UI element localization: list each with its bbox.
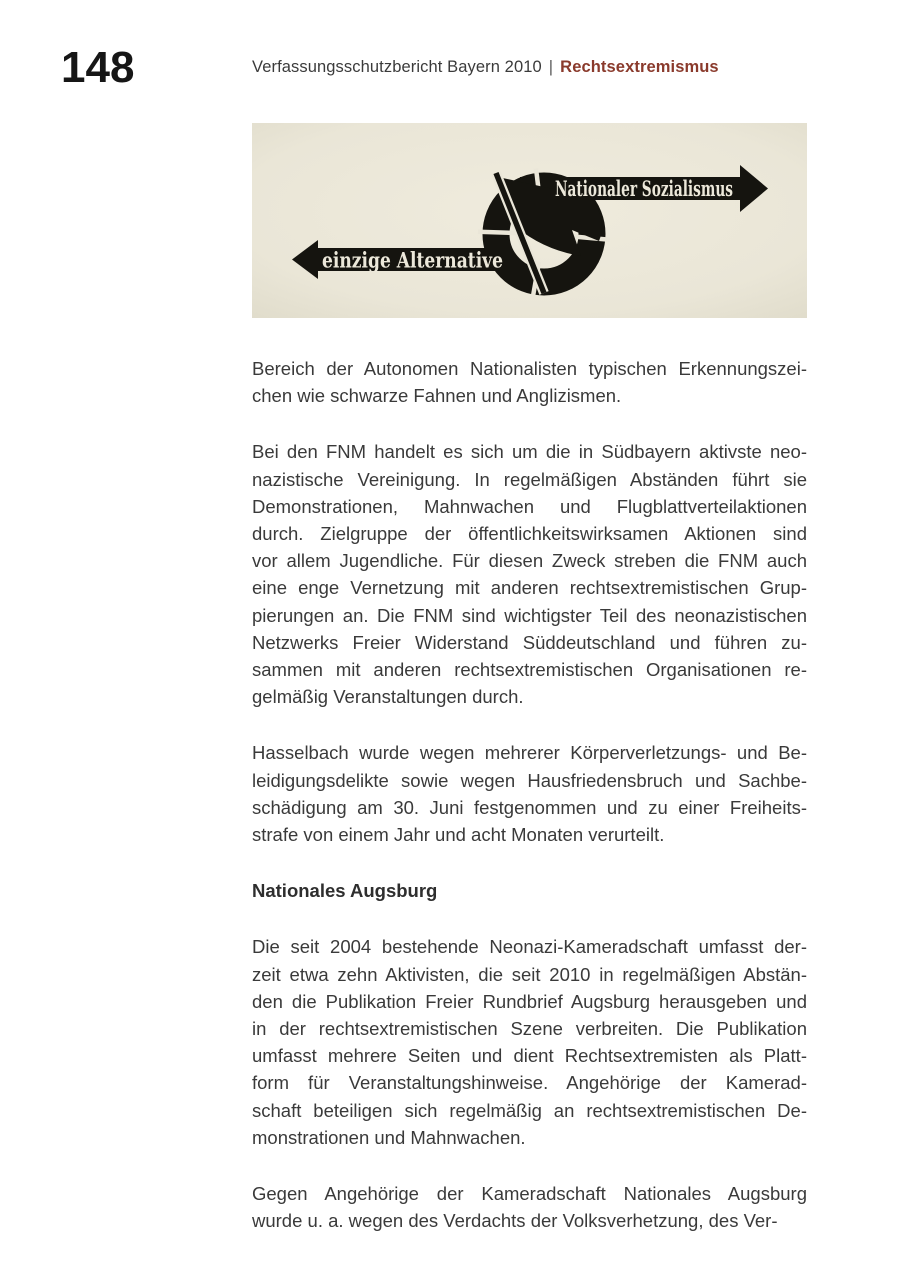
text-line: form für Veranstaltungshinweise. Angehörige der Kamerad- (252, 1072, 807, 1094)
text-line: in der rechtsextremistischen Szene verbreiten. Die Publikation (252, 1018, 807, 1040)
text-line: chen wie schwarze Fahnen und Anglizismen. (252, 385, 622, 407)
report-title: Verfassungsschutzbericht Bayern 2010 (252, 58, 542, 76)
text-line: eine enge Vernetzung mit anderen rechtsextremistischen Grup- (252, 577, 807, 599)
text-line: Bei den FNM handelt es sich um die in Südbayern aktivste neo- (252, 441, 807, 463)
article (252, 355, 807, 1263)
text-line: leidigungsdelikte sowie wegen Hausfriedensbruch und Sachbe- (252, 769, 807, 791)
left-arrow-label: einzige Alternative (322, 247, 503, 273)
text-line: Hasselbach wurde wegen mehrerer Körperverletzungs- und Be- (252, 742, 807, 764)
page-number: 148 (61, 43, 135, 92)
text-line: Die seit 2004 bestehende Neonazi-Kameradschaft umfasst der- (252, 936, 807, 958)
text-line: gelmäßig Veranstaltungen durch. (252, 686, 524, 708)
text-line: Gegen Angehörige der Kameradschaft Nationales Augsburg (252, 1183, 807, 1205)
section-heading: Nationales Augsburg (252, 880, 438, 902)
section-label: Rechtsextremismus (560, 58, 719, 76)
paragraph (252, 438, 807, 710)
text-line: sammen mit anderen rechtsextremistischen Organisationen re- (252, 659, 807, 681)
text-line: monstrationen und Mahnwachen. (252, 1126, 526, 1148)
text-line: Netzwerks Freier Widerstand Süddeutschland und führen zu- (252, 631, 807, 653)
text-line: wurde u. a. wegen des Verdachts der Volksverhetzung, des Ver- (252, 1210, 778, 1232)
text-line: Demonstrationen, Mahnwachen und Flugblattverteilaktionen (252, 495, 807, 517)
header-separator: | (548, 58, 554, 76)
banner-image (252, 123, 807, 318)
text-line: durch. Zielgruppe der öffentlichkeitswirksamen Aktionen sind (252, 523, 807, 545)
paragraph (252, 355, 807, 409)
text-line: schaft beteiligen sich regelmäßig an rechtsextremistischen De- (252, 1099, 807, 1121)
text-line: Bereich der Autonomen Nationalisten typischen Erkennungszei- (252, 358, 807, 379)
paragraph (252, 933, 807, 1151)
text-line: strafe von einem Jahr und acht Monaten verurteilt. (252, 824, 665, 846)
text-line: vor allem Jugendliche. Für diesen Zweck streben die FNM auch (252, 550, 807, 572)
text-line: schädigung am 30. Juni festgenommen und zu einer Freiheits- (252, 796, 807, 818)
text-line: zeit etwa zehn Aktivisten, die seit 2010 in regelmäßigen Abstän- (252, 963, 807, 985)
text-line: den die Publikation Freier Rundbrief Augsburg herausgeben und (252, 990, 807, 1012)
paragraph (252, 1180, 807, 1234)
text-line: nazistische Vereinigung. In regelmäßigen Abständen führt sie (252, 468, 807, 490)
right-arrow-label: Nationaler Sozialismus (555, 176, 733, 201)
running-header (252, 58, 719, 77)
paragraph (252, 739, 807, 848)
text-line: pierungen an. Die FNM sind wichtigster Teil des neonazistischen (252, 604, 807, 626)
text-line: umfasst mehrere Seiten und dient Rechtsextremisten als Platt- (252, 1045, 807, 1067)
